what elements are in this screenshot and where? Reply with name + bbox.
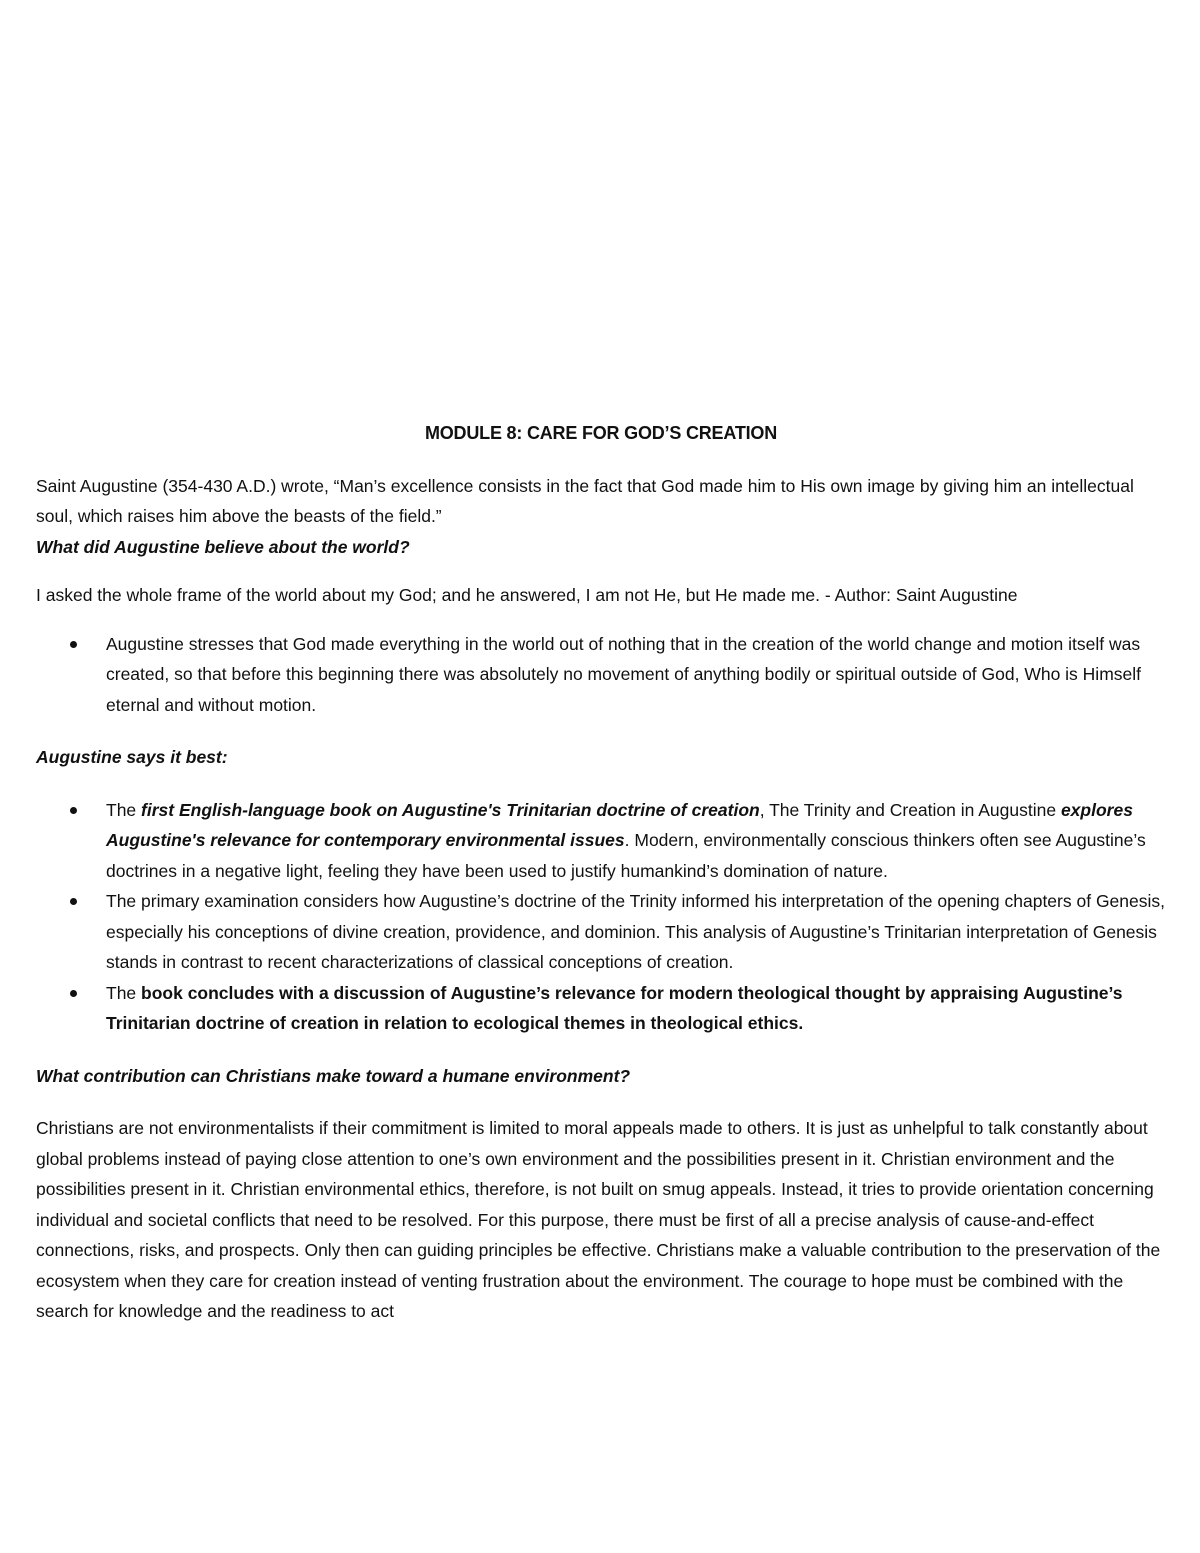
emphasis-text: book concludes with a discussion of Augustine’s relevance for modern theological thought by appraising Augustine’s Trinitarian doctrine of creation in relation to ecological themes in theological ethics. <box>106 982 1123 1033</box>
augustine-quote-paragraph: I asked the whole frame of the world about my God; and he answered, I am not He, but He made me. - Author: Saint Augustine <box>36 585 1018 605</box>
list-item-lead: The <box>106 982 142 1003</box>
emphasis-text: first English-language book on Augustine's Trinitarian doctrine of creation <box>141 799 760 820</box>
bullet-icon <box>70 807 77 814</box>
list-item-text: The primary examination considers how Augustine’s doctrine of the Trinity informed his interpretation of the opening chapters of Genesis, especially his conceptions of divine creation, providence, and dominion. This analysis of Augustine’s Trinitarian interpretation of Genesis stands in contrast to recent characterizations of classical conceptions of creation. <box>106 891 1165 972</box>
list-item <box>36 629 1166 721</box>
closing-paragraph: Christians are not environmentalists if their commitment is limited to moral appeals made to others. It is just as unhelpful to talk constantly about global problems instead of paying close attention to one’s own environment and the possibilities present in it. Christian environment and the possibilities present in it. Christian environmental ethics, therefore, is not built on smug appeals. Instead, it tries to provide orientation concerning individual and societal conflicts that need to be resolved. For this purpose, there must be first of all a precise analysis of cause-and-effect connections, risks, and prospects. Only then can guiding principles be effective. Christians make a valuable contribution to the preservation of the ecosystem when they care for creation instead of venting frustration about the environment. The courage to hope must be combined with the search for knowledge and the readiness to act <box>36 1118 1161 1321</box>
emphasis-text: explores Augustine's relevance for contemporary environmental issues <box>106 799 1133 850</box>
bullet-list-trinity <box>36 795 1166 1039</box>
list-item-text: , The Trinity and Creation in Augustine <box>759 799 1061 820</box>
list-item-lead: The <box>106 799 142 820</box>
list-item <box>36 795 1166 887</box>
question-heading-world: What did Augustine believe about the world? <box>36 536 410 557</box>
list-item <box>36 886 1166 978</box>
intro-quote-paragraph: Saint Augustine (354-430 A.D.) wrote, “Man’s excellence consists in the fact that God made him to His own image by giving him an intellectual soul, which raises him above the beasts of the field.” <box>36 475 1134 526</box>
bullet-icon <box>70 990 77 997</box>
list-item-text: Augustine stresses that God made everything in the world out of nothing that in the creation of the world change and motion itself was created, so that before this beginning there was absolutely no movement of anything bodily or spiritual outside of God, Who is Himself eternal and without motion. <box>106 633 1142 715</box>
document-page <box>36 418 1166 1327</box>
module-title: MODULE 8: CARE FOR GOD’S CREATION <box>424 423 778 443</box>
bullet-icon <box>70 898 77 905</box>
list-item <box>36 978 1166 1039</box>
question-heading-contribution: What contribution can Christians make toward a humane environment? <box>36 1065 631 1086</box>
bullet-icon <box>70 641 77 648</box>
bullet-list-creation <box>36 629 1166 721</box>
list-item-text: . Modern, environmentally conscious thinkers often see Augustine’s doctrines in a negative light, feeling they have been used to justify humankind’s domination of nature. <box>106 830 1146 881</box>
heading-says-it-best: Augustine says it best: <box>36 747 228 767</box>
